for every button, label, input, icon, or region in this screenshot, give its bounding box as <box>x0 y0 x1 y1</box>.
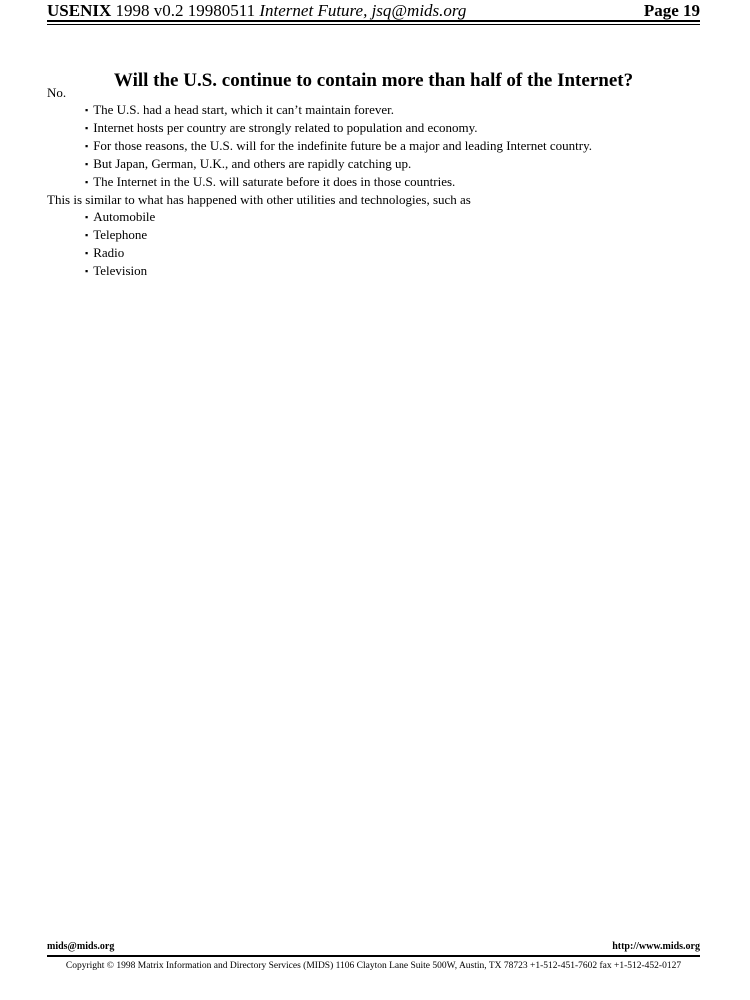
footer-url: http://www.mids.org <box>612 941 700 952</box>
primary-bullet-list <box>47 101 700 191</box>
bullet-item: ▪ Television <box>85 262 700 280</box>
header-divider <box>47 20 700 25</box>
bullet-item: ▪ Automobile <box>85 208 700 226</box>
bullet-item: ▪ Telephone <box>85 226 700 244</box>
followup-text: This is similar to what has happened with other utilities and technologies, such as <box>47 192 471 207</box>
footer-divider <box>47 955 700 957</box>
footer-email: mids@mids.org <box>47 941 115 952</box>
bullet-item: ▪ For those reasons, the U.S. will for the indefinite future be a major and leading Internet country. <box>85 137 700 155</box>
header-brand: USENIX <box>47 1 112 20</box>
intro-text: No. <box>47 85 67 100</box>
document-body <box>47 84 700 280</box>
page-number-label: Page 19 <box>643 1 700 20</box>
bullet-item: ▪ The Internet in the U.S. will saturate before it does in those countries. <box>85 173 700 191</box>
secondary-bullet-list <box>47 208 700 280</box>
bullet-item: ▪ Internet hosts per country are strongly related to population and economy. <box>85 119 700 137</box>
header-left <box>47 1 466 20</box>
header-subtitle: Internet Future, jsq@mids.org <box>259 1 467 20</box>
page-title: Will the U.S. continue to contain more than half of the Internet? <box>113 69 634 91</box>
bullet-item: ▪ But Japan, German, U.K., and others are rapidly catching up. <box>85 155 700 173</box>
page-footer <box>47 941 700 953</box>
copyright-text: Copyright © 1998 Matrix Information and Directory Services (MIDS) 1106 Clayton Lane Suite 500W, Austin, TX 78723 +1-512-451-7602 fax +1-512-452-0127 <box>65 961 682 971</box>
header-version: 1998 v0.2 19980511 <box>111 1 260 20</box>
bullet-item: ▪ Radio <box>85 244 700 262</box>
bullet-item: ▪ The U.S. had a head start, which it can’t maintain forever. <box>85 101 700 119</box>
page-header <box>47 1 700 20</box>
